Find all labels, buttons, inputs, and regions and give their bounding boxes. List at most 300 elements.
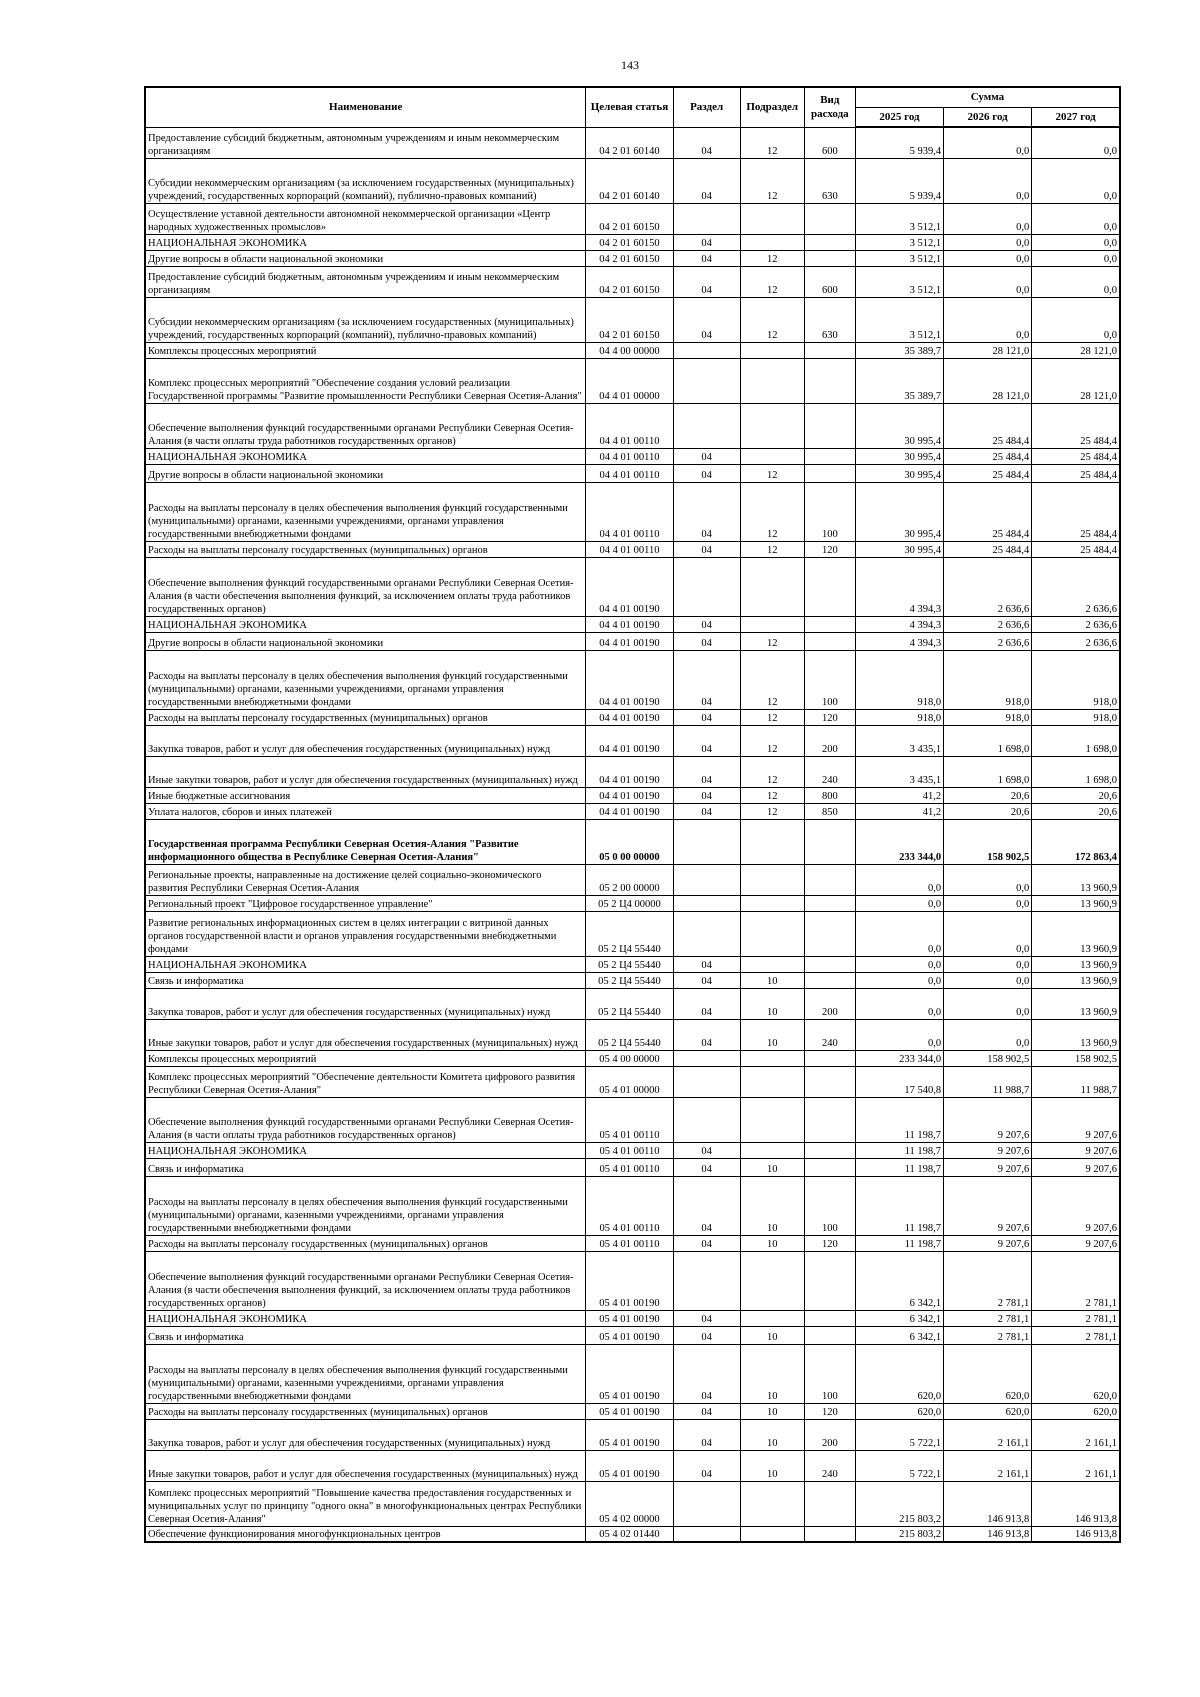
row-name: Комплекс процессных мероприятий "Повышение качества предоставления государственных и муниципальных услуг по принципу "одного окна" в многофункциональных центрах Республики Северная Осетия-Алания"	[145, 1481, 586, 1526]
row-subsection	[740, 895, 804, 911]
row-name: НАЦИОНАЛЬНАЯ ЭКОНОМИКА	[145, 448, 586, 464]
row-section: 04	[673, 158, 740, 203]
table-row	[145, 266, 1120, 297]
row-expense-type: 200	[804, 988, 855, 1019]
table-row	[145, 250, 1120, 266]
row-target-code: 05 4 01 00190	[586, 1251, 673, 1310]
row-sum-2025: 5 939,4	[855, 158, 943, 203]
row-name: Обеспечение выполнения функций государственными органами Республики Северная Осетия-Алания (в части оплаты труда работников государственных органов)	[145, 1097, 586, 1142]
row-sum-2026: 620,0	[944, 1403, 1032, 1419]
row-target-code: 05 2 Ц4 55440	[586, 1019, 673, 1050]
row-sum-2026: 918,0	[944, 709, 1032, 725]
row-section	[673, 1481, 740, 1526]
row-sum-2025: 215 803,2	[855, 1481, 943, 1526]
row-sum-2026: 0,0	[944, 895, 1032, 911]
row-sum-2025: 30 995,4	[855, 541, 943, 557]
row-sum-2025: 3 512,1	[855, 250, 943, 266]
row-sum-2026: 25 484,4	[944, 403, 1032, 448]
row-expense-type	[804, 895, 855, 911]
row-subsection	[740, 1251, 804, 1310]
row-name: Субсидии некоммерческим организациям (за исключением государственных (муниципальных) учреждений, государственных корпораций (компаний), публично-правовых компаний)	[145, 158, 586, 203]
row-sum-2026: 146 913,8	[944, 1526, 1032, 1542]
row-section: 04	[673, 988, 740, 1019]
row-subsection	[740, 864, 804, 895]
row-expense-type	[804, 819, 855, 864]
row-section: 04	[673, 616, 740, 632]
row-subsection	[740, 342, 804, 358]
row-sum-2026: 1 698,0	[944, 725, 1032, 756]
row-sum-2026: 158 902,5	[944, 1050, 1032, 1066]
row-sum-2025: 11 198,7	[855, 1176, 943, 1235]
row-subsection	[740, 234, 804, 250]
row-expense-type	[804, 250, 855, 266]
row-sum-2026: 28 121,0	[944, 342, 1032, 358]
row-sum-2025: 918,0	[855, 709, 943, 725]
row-sum-2026: 2 781,1	[944, 1310, 1032, 1326]
row-expense-type: 120	[804, 709, 855, 725]
row-target-code: 04 4 00 00000	[586, 342, 673, 358]
row-sum-2026: 9 207,6	[944, 1158, 1032, 1176]
row-expense-type: 630	[804, 158, 855, 203]
row-subsection: 10	[740, 988, 804, 1019]
row-sum-2027: 1 698,0	[1032, 725, 1120, 756]
table-row	[145, 234, 1120, 250]
row-expense-type	[804, 1481, 855, 1526]
row-sum-2026: 25 484,4	[944, 448, 1032, 464]
row-section: 04	[673, 632, 740, 650]
row-expense-type	[804, 358, 855, 403]
table-row	[145, 127, 1120, 158]
row-sum-2025: 0,0	[855, 911, 943, 956]
row-sum-2026: 0,0	[944, 972, 1032, 988]
table-row	[145, 803, 1120, 819]
row-sum-2025: 3 512,1	[855, 297, 943, 342]
row-sum-2025: 35 389,7	[855, 358, 943, 403]
row-sum-2025: 0,0	[855, 1019, 943, 1050]
row-section: 04	[673, 1176, 740, 1235]
row-target-code: 04 2 01 60150	[586, 250, 673, 266]
row-sum-2027: 28 121,0	[1032, 342, 1120, 358]
row-sum-2026: 0,0	[944, 911, 1032, 956]
row-expense-type	[804, 1326, 855, 1344]
row-target-code: 04 4 01 00110	[586, 448, 673, 464]
row-name: Иные закупки товаров, работ и услуг для обеспечения государственных (муниципальных) нужд	[145, 756, 586, 787]
row-name: НАЦИОНАЛЬНАЯ ЭКОНОМИКА	[145, 616, 586, 632]
row-sum-2026: 0,0	[944, 234, 1032, 250]
row-target-code: 05 4 01 00110	[586, 1176, 673, 1235]
row-target-code: 04 2 01 60150	[586, 234, 673, 250]
row-sum-2026: 0,0	[944, 203, 1032, 234]
row-sum-2025: 11 198,7	[855, 1097, 943, 1142]
row-sum-2027: 2 781,1	[1032, 1326, 1120, 1344]
row-expense-type: 600	[804, 127, 855, 158]
row-section: 04	[673, 1450, 740, 1481]
row-sum-2027: 25 484,4	[1032, 403, 1120, 448]
row-subsection: 12	[740, 650, 804, 709]
row-expense-type: 850	[804, 803, 855, 819]
row-section	[673, 819, 740, 864]
table-row	[145, 709, 1120, 725]
row-target-code: 05 4 01 00110	[586, 1158, 673, 1176]
row-sum-2025: 3 512,1	[855, 266, 943, 297]
table-row	[145, 819, 1120, 864]
row-sum-2025: 30 995,4	[855, 482, 943, 541]
row-section: 04	[673, 1019, 740, 1050]
row-expense-type	[804, 403, 855, 448]
row-sum-2027: 2 161,1	[1032, 1450, 1120, 1481]
row-sum-2025: 6 342,1	[855, 1326, 943, 1344]
row-name: Расходы на выплаты персоналу государственных (муниципальных) органов	[145, 1235, 586, 1251]
row-name: Обеспечение выполнения функций государственными органами Республики Северная Осетия-Алания (в части обеспечения выполнения функций, за исключением оплаты труда работников государственных органов)	[145, 557, 586, 616]
row-sum-2025: 30 995,4	[855, 464, 943, 482]
row-expense-type: 100	[804, 482, 855, 541]
row-sum-2026: 0,0	[944, 127, 1032, 158]
row-section	[673, 1050, 740, 1066]
row-sum-2027: 918,0	[1032, 709, 1120, 725]
row-sum-2026: 2 781,1	[944, 1251, 1032, 1310]
row-section: 04	[673, 1344, 740, 1403]
row-target-code: 04 2 01 60150	[586, 297, 673, 342]
row-section: 04	[673, 127, 740, 158]
row-section: 04	[673, 1403, 740, 1419]
table-row	[145, 650, 1120, 709]
table-row	[145, 756, 1120, 787]
row-sum-2025: 3 435,1	[855, 725, 943, 756]
row-name: Комплекс процессных мероприятий "Обеспечение создания условий реализации Государственной программы "Развитие промышленности Республики Северная Осетия-Алания"	[145, 358, 586, 403]
row-subsection	[740, 1050, 804, 1066]
row-expense-type	[804, 203, 855, 234]
row-section: 04	[673, 650, 740, 709]
header-year-2027: 2027 год	[1032, 107, 1120, 127]
row-sum-2026: 11 988,7	[944, 1066, 1032, 1097]
table-row	[145, 1158, 1120, 1176]
row-subsection	[740, 616, 804, 632]
table-row	[145, 203, 1120, 234]
row-expense-type	[804, 632, 855, 650]
table-row	[145, 864, 1120, 895]
row-target-code: 05 2 Ц4 00000	[586, 895, 673, 911]
row-sum-2026: 25 484,4	[944, 541, 1032, 557]
row-target-code: 04 4 01 00190	[586, 709, 673, 725]
row-section: 04	[673, 541, 740, 557]
row-sum-2026: 20,6	[944, 803, 1032, 819]
row-section: 04	[673, 1326, 740, 1344]
table-row	[145, 1142, 1120, 1158]
row-section	[673, 1526, 740, 1542]
row-sum-2026: 0,0	[944, 988, 1032, 1019]
row-sum-2026: 0,0	[944, 250, 1032, 266]
row-sum-2026: 0,0	[944, 956, 1032, 972]
row-expense-type: 120	[804, 541, 855, 557]
row-name: Иные закупки товаров, работ и услуг для обеспечения государственных (муниципальных) нужд	[145, 1019, 586, 1050]
row-subsection	[740, 1310, 804, 1326]
row-sum-2025: 233 344,0	[855, 1050, 943, 1066]
row-sum-2026: 0,0	[944, 864, 1032, 895]
row-section	[673, 403, 740, 448]
table-row	[145, 1235, 1120, 1251]
row-section: 04	[673, 725, 740, 756]
table-row	[145, 403, 1120, 448]
row-sum-2027: 1 698,0	[1032, 756, 1120, 787]
row-sum-2026: 2 781,1	[944, 1326, 1032, 1344]
row-target-code: 05 4 01 00110	[586, 1097, 673, 1142]
row-section	[673, 342, 740, 358]
row-subsection: 12	[740, 756, 804, 787]
row-target-code: 05 4 02 00000	[586, 1481, 673, 1526]
row-subsection: 10	[740, 1235, 804, 1251]
row-target-code: 04 4 01 00110	[586, 541, 673, 557]
table-row	[145, 1066, 1120, 1097]
row-section	[673, 1066, 740, 1097]
row-sum-2027: 2 636,6	[1032, 616, 1120, 632]
row-sum-2027: 158 902,5	[1032, 1050, 1120, 1066]
table-row	[145, 1310, 1120, 1326]
row-name: Закупка товаров, работ и услуг для обеспечения государственных (муниципальных) нужд	[145, 1419, 586, 1450]
row-sum-2025: 4 394,3	[855, 632, 943, 650]
row-target-code: 05 4 01 00190	[586, 1344, 673, 1403]
row-sum-2025: 11 198,7	[855, 1142, 943, 1158]
row-sum-2027: 146 913,8	[1032, 1526, 1120, 1542]
row-sum-2026: 1 698,0	[944, 756, 1032, 787]
row-target-code: 04 4 01 00190	[586, 632, 673, 650]
row-target-code: 05 2 Ц4 55440	[586, 988, 673, 1019]
row-name: Расходы на выплаты персоналу государственных (муниципальных) органов	[145, 709, 586, 725]
table-row	[145, 464, 1120, 482]
row-name: НАЦИОНАЛЬНАЯ ЭКОНОМИКА	[145, 1142, 586, 1158]
row-target-code: 04 2 01 60140	[586, 127, 673, 158]
row-sum-2027: 2 781,1	[1032, 1251, 1120, 1310]
row-section	[673, 911, 740, 956]
row-subsection	[740, 203, 804, 234]
row-target-code: 05 0 00 00000	[586, 819, 673, 864]
row-sum-2027: 13 960,9	[1032, 895, 1120, 911]
row-sum-2027: 25 484,4	[1032, 482, 1120, 541]
row-name: Другие вопросы в области национальной экономики	[145, 464, 586, 482]
row-subsection	[740, 1066, 804, 1097]
row-target-code: 04 4 01 00190	[586, 557, 673, 616]
row-sum-2027: 13 960,9	[1032, 988, 1120, 1019]
row-sum-2025: 30 995,4	[855, 448, 943, 464]
table-row	[145, 1403, 1120, 1419]
row-target-code: 05 4 01 00190	[586, 1326, 673, 1344]
row-sum-2025: 4 394,3	[855, 557, 943, 616]
row-section	[673, 864, 740, 895]
row-name: Закупка товаров, работ и услуг для обеспечения государственных (муниципальных) нужд	[145, 725, 586, 756]
row-sum-2025: 233 344,0	[855, 819, 943, 864]
row-target-code: 04 4 01 00110	[586, 482, 673, 541]
row-sum-2027: 0,0	[1032, 250, 1120, 266]
row-sum-2026: 28 121,0	[944, 358, 1032, 403]
row-subsection	[740, 403, 804, 448]
row-name: Связь и информатика	[145, 1326, 586, 1344]
row-sum-2026: 20,6	[944, 787, 1032, 803]
row-expense-type	[804, 616, 855, 632]
row-sum-2026: 2 636,6	[944, 632, 1032, 650]
row-name: Комплексы процессных мероприятий	[145, 1050, 586, 1066]
row-subsection	[740, 1097, 804, 1142]
row-sum-2025: 3 512,1	[855, 203, 943, 234]
row-expense-type: 200	[804, 1419, 855, 1450]
row-sum-2025: 11 198,7	[855, 1235, 943, 1251]
table-row	[145, 1176, 1120, 1235]
row-expense-type	[804, 972, 855, 988]
header-sum: Сумма	[855, 87, 1120, 107]
row-subsection	[740, 819, 804, 864]
row-subsection: 12	[740, 725, 804, 756]
row-subsection	[740, 557, 804, 616]
row-sum-2025: 620,0	[855, 1403, 943, 1419]
table-row	[145, 482, 1120, 541]
row-expense-type	[804, 1050, 855, 1066]
row-sum-2026: 2 161,1	[944, 1419, 1032, 1450]
row-subsection: 12	[740, 464, 804, 482]
row-sum-2027: 20,6	[1032, 787, 1120, 803]
row-target-code: 04 2 01 60150	[586, 266, 673, 297]
row-expense-type	[804, 1158, 855, 1176]
row-name: Иные закупки товаров, работ и услуг для обеспечения государственных (муниципальных) нужд	[145, 1450, 586, 1481]
row-name: Расходы на выплаты персоналу государственных (муниципальных) органов	[145, 1403, 586, 1419]
row-expense-type: 100	[804, 1176, 855, 1235]
table-row	[145, 1097, 1120, 1142]
row-subsection	[740, 1481, 804, 1526]
table-row	[145, 541, 1120, 557]
row-target-code: 05 4 01 00110	[586, 1142, 673, 1158]
row-subsection	[740, 448, 804, 464]
row-sum-2025: 35 389,7	[855, 342, 943, 358]
row-sum-2027: 9 207,6	[1032, 1235, 1120, 1251]
row-subsection: 12	[740, 297, 804, 342]
row-sum-2025: 41,2	[855, 803, 943, 819]
row-sum-2027: 0,0	[1032, 234, 1120, 250]
row-section: 04	[673, 448, 740, 464]
row-sum-2027: 13 960,9	[1032, 1019, 1120, 1050]
row-sum-2027: 11 988,7	[1032, 1066, 1120, 1097]
row-section: 04	[673, 1158, 740, 1176]
row-expense-type	[804, 864, 855, 895]
row-sum-2026: 2 161,1	[944, 1450, 1032, 1481]
row-target-code: 04 4 01 00110	[586, 464, 673, 482]
row-target-code: 05 2 Ц4 55440	[586, 956, 673, 972]
row-name: Расходы на выплаты персоналу в целях обеспечения выполнения функций государственными (муниципальными) органами, казенными учреждениями, органами управления государственными внебюджетными фондами	[145, 1176, 586, 1235]
row-sum-2025: 3 435,1	[855, 756, 943, 787]
row-section	[673, 203, 740, 234]
row-sum-2027: 2 781,1	[1032, 1310, 1120, 1326]
row-name: Комплексы процессных мероприятий	[145, 342, 586, 358]
row-sum-2025: 11 198,7	[855, 1158, 943, 1176]
row-sum-2025: 0,0	[855, 972, 943, 988]
row-sum-2027: 25 484,4	[1032, 464, 1120, 482]
row-section: 04	[673, 972, 740, 988]
row-name: Региональный проект "Цифровое государственное управление"	[145, 895, 586, 911]
row-section: 04	[673, 1310, 740, 1326]
table-row	[145, 1019, 1120, 1050]
row-expense-type	[804, 1251, 855, 1310]
row-subsection	[740, 1142, 804, 1158]
row-sum-2025: 5 722,1	[855, 1419, 943, 1450]
row-sum-2027: 918,0	[1032, 650, 1120, 709]
row-expense-type	[804, 1310, 855, 1326]
row-target-code: 05 4 01 00190	[586, 1419, 673, 1450]
table-row	[145, 1326, 1120, 1344]
table-row	[145, 1450, 1120, 1481]
row-section	[673, 1251, 740, 1310]
table-row	[145, 448, 1120, 464]
row-section: 04	[673, 234, 740, 250]
table-row	[145, 1251, 1120, 1310]
row-sum-2027: 146 913,8	[1032, 1481, 1120, 1526]
row-subsection: 10	[740, 1019, 804, 1050]
row-sum-2025: 918,0	[855, 650, 943, 709]
row-target-code: 05 4 01 00190	[586, 1403, 673, 1419]
row-sum-2027: 9 207,6	[1032, 1142, 1120, 1158]
row-name: Государственная программа Республики Северная Осетия-Алания "Развитие информационного общества в Республике Северная Осетия-Алания"	[145, 819, 586, 864]
row-target-code: 05 2 00 00000	[586, 864, 673, 895]
row-subsection	[740, 911, 804, 956]
row-sum-2027: 620,0	[1032, 1344, 1120, 1403]
header-target: Целевая статья	[586, 87, 673, 127]
row-name: НАЦИОНАЛЬНАЯ ЭКОНОМИКА	[145, 234, 586, 250]
row-sum-2026: 0,0	[944, 297, 1032, 342]
row-subsection	[740, 956, 804, 972]
row-sum-2026: 25 484,4	[944, 464, 1032, 482]
row-name: Предоставление субсидий бюджетным, автономным учреждениям и иным некоммерческим организациям	[145, 127, 586, 158]
row-sum-2026: 9 207,6	[944, 1142, 1032, 1158]
row-section	[673, 895, 740, 911]
row-subsection: 10	[740, 1419, 804, 1450]
table-row	[145, 557, 1120, 616]
row-sum-2027: 13 960,9	[1032, 972, 1120, 988]
row-subsection: 12	[740, 266, 804, 297]
row-expense-type: 240	[804, 1019, 855, 1050]
row-subsection: 12	[740, 541, 804, 557]
row-target-code: 04 4 01 00190	[586, 616, 673, 632]
table-body	[145, 127, 1120, 1542]
row-expense-type	[804, 342, 855, 358]
row-sum-2027: 28 121,0	[1032, 358, 1120, 403]
row-sum-2027: 0,0	[1032, 266, 1120, 297]
row-name: Расходы на выплаты персоналу государственных (муниципальных) органов	[145, 541, 586, 557]
row-expense-type	[804, 464, 855, 482]
row-name: НАЦИОНАЛЬНАЯ ЭКОНОМИКА	[145, 956, 586, 972]
row-section: 04	[673, 1419, 740, 1450]
row-target-code: 04 2 01 60140	[586, 158, 673, 203]
table-row	[145, 1526, 1120, 1542]
row-sum-2026: 158 902,5	[944, 819, 1032, 864]
row-sum-2027: 0,0	[1032, 203, 1120, 234]
row-expense-type	[804, 557, 855, 616]
row-sum-2026: 0,0	[944, 158, 1032, 203]
row-name: Субсидии некоммерческим организациям (за исключением государственных (муниципальных) учреждений, государственных корпораций (компаний), публично-правовых компаний)	[145, 297, 586, 342]
row-sum-2027: 0,0	[1032, 127, 1120, 158]
row-expense-type	[804, 1097, 855, 1142]
row-target-code: 05 2 Ц4 55440	[586, 972, 673, 988]
row-sum-2027: 0,0	[1032, 297, 1120, 342]
row-name: Расходы на выплаты персоналу в целях обеспечения выполнения функций государственными (муниципальными) органами, казенными учреждениями, органами управления государственными внебюджетными фондами	[145, 1344, 586, 1403]
row-target-code: 05 4 01 00110	[586, 1235, 673, 1251]
row-section: 04	[673, 1235, 740, 1251]
row-subsection	[740, 1526, 804, 1542]
budget-table	[144, 86, 1121, 1543]
row-subsection: 12	[740, 127, 804, 158]
row-section: 04	[673, 464, 740, 482]
row-subsection: 10	[740, 1176, 804, 1235]
row-sum-2025: 3 512,1	[855, 234, 943, 250]
row-sum-2027: 2 161,1	[1032, 1419, 1120, 1450]
row-name: Осуществление уставной деятельности автономной некоммерческой организации «Центр народных художественных промыслов»	[145, 203, 586, 234]
row-name: Связь и информатика	[145, 972, 586, 988]
table-row	[145, 1050, 1120, 1066]
row-subsection: 12	[740, 632, 804, 650]
